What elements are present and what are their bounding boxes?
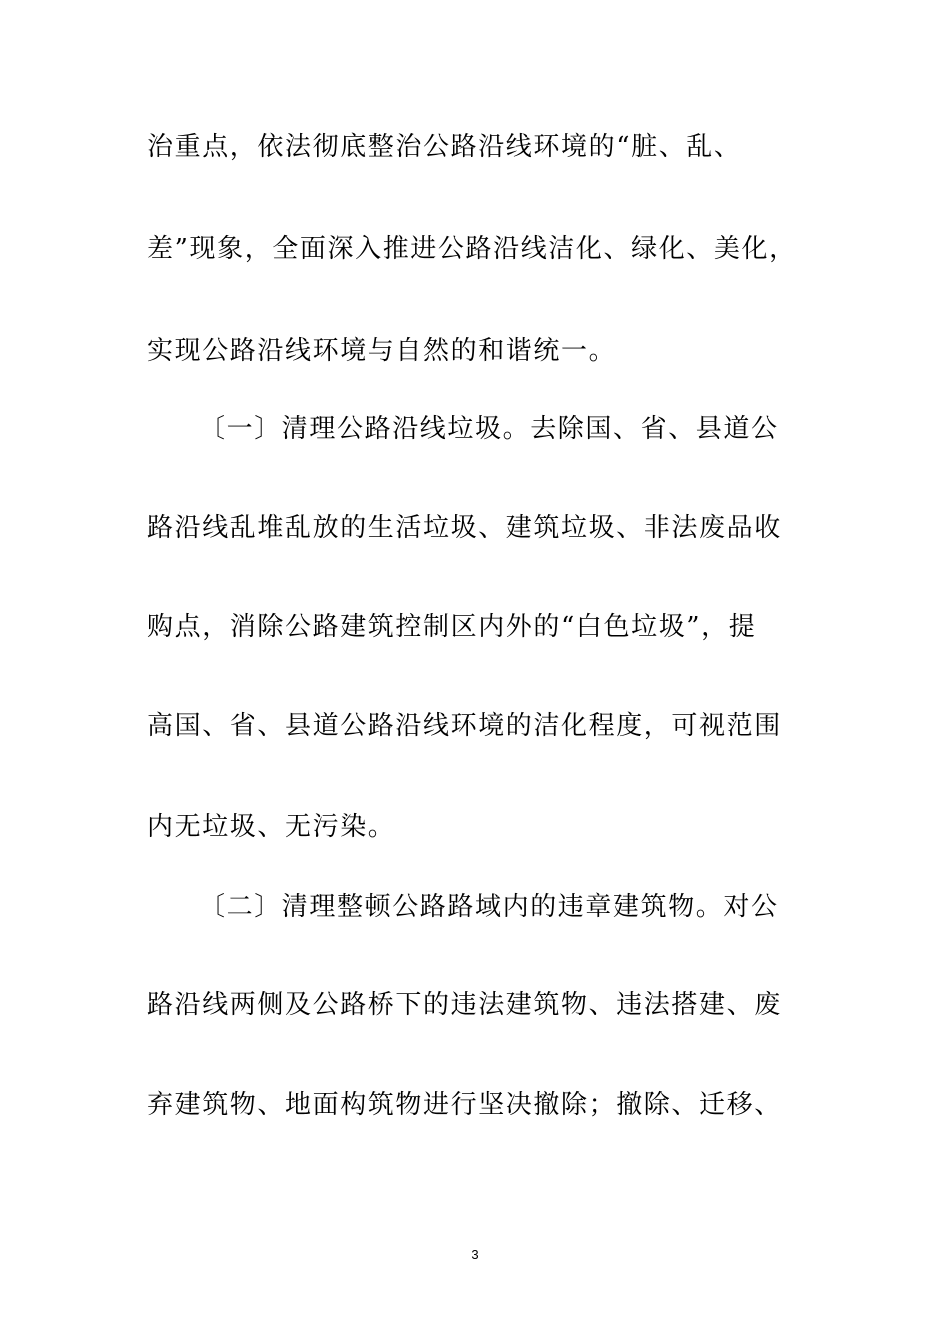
text-line: 高国、省、县道公路沿线环境的洁化程度，可视范围 xyxy=(147,711,782,741)
text-line: 内无垃圾、无污染。 xyxy=(147,812,396,842)
page-number: 3 xyxy=(471,1247,479,1262)
paragraph-first-line: 〔二〕清理整顿公路路域内的违章建筑物。对公 xyxy=(199,892,779,922)
text-line: 路沿线两侧及公路桥下的违法建筑物、违法搭建、废 xyxy=(147,990,782,1020)
text-line: 差”现象，全面深入推进公路沿线洁化、绿化、美化， xyxy=(147,234,797,264)
text-line: 实现公路沿线环境与自然的和谐统一。 xyxy=(147,336,617,366)
text-line: 弃建筑物、地面构筑物进行坚决撤除；撤除、迁移、 xyxy=(147,1090,782,1120)
paragraph-first-line: 〔一〕清理公路沿线垃圾。去除国、省、县道公 xyxy=(199,414,779,444)
text-line: 路沿线乱堆乱放的生活垃圾、建筑垃圾、非法废品收 xyxy=(147,513,782,543)
text-line: 购点，消除公路建筑控制区内外的“白色垃圾”，提 xyxy=(147,612,757,642)
text-line: 治重点，依法彻底整治公路沿线环境的“脏、乱、 xyxy=(147,132,742,162)
